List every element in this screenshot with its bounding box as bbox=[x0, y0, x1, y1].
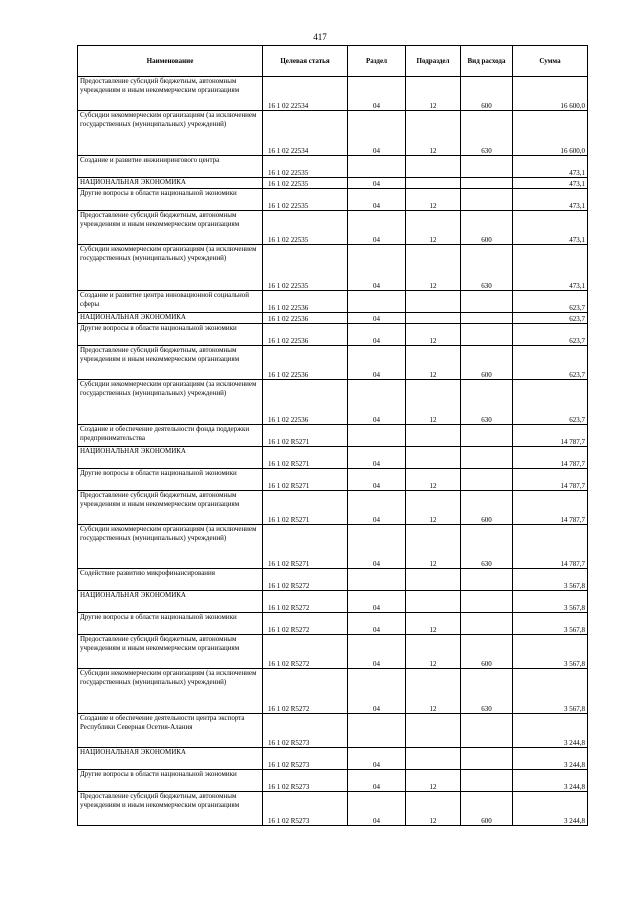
cell-expense-type bbox=[461, 770, 513, 792]
table-row bbox=[78, 324, 588, 346]
table-row bbox=[78, 569, 588, 591]
header-name: Наименование bbox=[78, 46, 263, 77]
cell-amount: 14 787,7 bbox=[513, 447, 588, 469]
cell-amount: 3 567,8 bbox=[513, 613, 588, 635]
cell-name: НАЦИОНАЛЬНАЯ ЭКОНОМИКА bbox=[78, 178, 263, 189]
cell-amount: 473,1 bbox=[513, 245, 588, 291]
cell-amount: 14 787,7 bbox=[513, 469, 588, 491]
cell-subsection bbox=[406, 447, 461, 469]
cell-section bbox=[348, 714, 406, 748]
table-header bbox=[78, 46, 588, 77]
cell-amount: 623,7 bbox=[513, 324, 588, 346]
cell-amount: 473,1 bbox=[513, 211, 588, 245]
table-row bbox=[78, 380, 588, 425]
table-row bbox=[78, 189, 588, 211]
cell-name: Предоставление субсидий бюджетным, автономным учреждениям и иным некоммерческим организациям bbox=[78, 792, 263, 826]
cell-code: 16 1 02 R5272 bbox=[263, 591, 348, 613]
cell-section: 04 bbox=[348, 313, 406, 324]
cell-subsection: 12 bbox=[406, 211, 461, 245]
cell-name: Другие вопросы в области национальной экономики bbox=[78, 189, 263, 211]
cell-amount: 473,1 bbox=[513, 178, 588, 189]
header-expense-type: Вид расхода bbox=[461, 46, 513, 77]
cell-amount: 3 244,8 bbox=[513, 748, 588, 770]
cell-amount: 3 244,8 bbox=[513, 714, 588, 748]
cell-name: Субсидии некоммерческим организациям (за исключением государственных (муниципальных) учреждений) bbox=[78, 525, 263, 569]
cell-expense-type bbox=[461, 324, 513, 346]
table-row bbox=[78, 111, 588, 156]
cell-code: 16 1 02 R5273 bbox=[263, 792, 348, 826]
table-row bbox=[78, 211, 588, 245]
table-row bbox=[78, 178, 588, 189]
cell-expense-type: 630 bbox=[461, 111, 513, 156]
cell-section: 04 bbox=[348, 525, 406, 569]
cell-section: 04 bbox=[348, 491, 406, 525]
cell-code: 16 1 02 R5272 bbox=[263, 635, 348, 669]
cell-code: 16 1 02 R5271 bbox=[263, 525, 348, 569]
table-row bbox=[78, 447, 588, 469]
cell-subsection bbox=[406, 569, 461, 591]
cell-expense-type: 600 bbox=[461, 635, 513, 669]
cell-code: 16 1 02 R5273 bbox=[263, 714, 348, 748]
cell-expense-type bbox=[461, 469, 513, 491]
cell-section bbox=[348, 425, 406, 447]
cell-section: 04 bbox=[348, 792, 406, 826]
cell-section: 04 bbox=[348, 380, 406, 425]
cell-section: 04 bbox=[348, 635, 406, 669]
cell-subsection: 12 bbox=[406, 792, 461, 826]
cell-subsection: 12 bbox=[406, 469, 461, 491]
cell-subsection: 12 bbox=[406, 324, 461, 346]
cell-subsection bbox=[406, 748, 461, 770]
cell-section: 04 bbox=[348, 613, 406, 635]
table-row bbox=[78, 346, 588, 380]
cell-section: 04 bbox=[348, 189, 406, 211]
cell-code: 16 1 02 R5271 bbox=[263, 447, 348, 469]
cell-name: Другие вопросы в области национальной экономики bbox=[78, 770, 263, 792]
cell-name: НАЦИОНАЛЬНАЯ ЭКОНОМИКА bbox=[78, 313, 263, 324]
cell-amount: 623,7 bbox=[513, 346, 588, 380]
cell-code: 16 1 02 R5271 bbox=[263, 425, 348, 447]
cell-section: 04 bbox=[348, 346, 406, 380]
cell-expense-type bbox=[461, 156, 513, 178]
table-row bbox=[78, 156, 588, 178]
cell-subsection bbox=[406, 425, 461, 447]
cell-amount: 623,7 bbox=[513, 291, 588, 313]
cell-section: 04 bbox=[348, 178, 406, 189]
cell-section: 04 bbox=[348, 447, 406, 469]
cell-amount: 14 787,7 bbox=[513, 425, 588, 447]
cell-code: 16 1 02 22536 bbox=[263, 346, 348, 380]
cell-subsection: 12 bbox=[406, 635, 461, 669]
cell-subsection: 12 bbox=[406, 346, 461, 380]
table-row bbox=[78, 425, 588, 447]
table-row bbox=[78, 748, 588, 770]
cell-amount: 473,1 bbox=[513, 156, 588, 178]
cell-code: 16 1 02 22535 bbox=[263, 178, 348, 189]
cell-expense-type: 600 bbox=[461, 77, 513, 111]
cell-subsection: 12 bbox=[406, 491, 461, 525]
table-row bbox=[78, 245, 588, 291]
cell-subsection bbox=[406, 291, 461, 313]
table-row bbox=[78, 613, 588, 635]
cell-expense-type: 630 bbox=[461, 669, 513, 714]
cell-amount: 3 244,8 bbox=[513, 770, 588, 792]
table-row bbox=[78, 669, 588, 714]
cell-subsection: 12 bbox=[406, 525, 461, 569]
cell-code: 16 1 02 22535 bbox=[263, 245, 348, 291]
cell-section: 04 bbox=[348, 469, 406, 491]
cell-section: 04 bbox=[348, 770, 406, 792]
cell-section: 04 bbox=[348, 748, 406, 770]
cell-amount: 473,1 bbox=[513, 189, 588, 211]
cell-amount: 623,7 bbox=[513, 313, 588, 324]
cell-expense-type bbox=[461, 291, 513, 313]
cell-code: 16 1 02 R5272 bbox=[263, 569, 348, 591]
cell-name: Содействие развитию микрофинансирования bbox=[78, 569, 263, 591]
cell-code: 16 1 02 R5273 bbox=[263, 770, 348, 792]
cell-code: 16 1 02 22535 bbox=[263, 211, 348, 245]
cell-name: Субсидии некоммерческим организациям (за исключением государственных (муниципальных) учреждений) bbox=[78, 669, 263, 714]
cell-name: Другие вопросы в области национальной экономики bbox=[78, 469, 263, 491]
cell-amount: 3 567,8 bbox=[513, 635, 588, 669]
cell-section bbox=[348, 156, 406, 178]
cell-code: 16 1 02 22534 bbox=[263, 77, 348, 111]
table-row bbox=[78, 635, 588, 669]
cell-section: 04 bbox=[348, 591, 406, 613]
cell-expense-type bbox=[461, 447, 513, 469]
cell-name: Создание и развитие центра инновационной социальной сферы bbox=[78, 291, 263, 313]
cell-subsection: 12 bbox=[406, 189, 461, 211]
cell-section bbox=[348, 569, 406, 591]
cell-section: 04 bbox=[348, 245, 406, 291]
cell-name: Предоставление субсидий бюджетным, автономным учреждениям и иным некоммерческим организациям bbox=[78, 77, 263, 111]
cell-subsection: 12 bbox=[406, 613, 461, 635]
cell-amount: 16 600,0 bbox=[513, 111, 588, 156]
cell-code: 16 1 02 R5271 bbox=[263, 491, 348, 525]
cell-section: 04 bbox=[348, 211, 406, 245]
header-amount: Сумма bbox=[513, 46, 588, 77]
cell-name: НАЦИОНАЛЬНАЯ ЭКОНОМИКА bbox=[78, 748, 263, 770]
table-row bbox=[78, 714, 588, 748]
cell-expense-type bbox=[461, 569, 513, 591]
cell-expense-type bbox=[461, 613, 513, 635]
cell-amount: 14 787,7 bbox=[513, 525, 588, 569]
table-row bbox=[78, 491, 588, 525]
cell-expense-type bbox=[461, 591, 513, 613]
header-section: Раздел bbox=[348, 46, 406, 77]
cell-subsection bbox=[406, 313, 461, 324]
cell-name: Предоставление субсидий бюджетным, автономным учреждениям и иным некоммерческим организациям bbox=[78, 211, 263, 245]
cell-subsection: 12 bbox=[406, 245, 461, 291]
cell-expense-type: 600 bbox=[461, 346, 513, 380]
table-row bbox=[78, 313, 588, 324]
page-number: 417 bbox=[313, 32, 327, 42]
cell-expense-type: 600 bbox=[461, 211, 513, 245]
cell-code: 16 1 02 22534 bbox=[263, 111, 348, 156]
cell-subsection: 12 bbox=[406, 669, 461, 714]
cell-subsection bbox=[406, 156, 461, 178]
cell-code: 16 1 02 22536 bbox=[263, 324, 348, 346]
cell-name: Предоставление субсидий бюджетным, автономным учреждениям и иным некоммерческим организациям bbox=[78, 491, 263, 525]
cell-expense-type bbox=[461, 748, 513, 770]
header-code: Целевая статья bbox=[263, 46, 348, 77]
cell-section bbox=[348, 291, 406, 313]
cell-subsection: 12 bbox=[406, 770, 461, 792]
cell-expense-type bbox=[461, 425, 513, 447]
cell-code: 16 1 02 22535 bbox=[263, 189, 348, 211]
cell-expense-type bbox=[461, 714, 513, 748]
cell-name: Субсидии некоммерческим организациям (за исключением государственных (муниципальных) учреждений) bbox=[78, 111, 263, 156]
cell-expense-type bbox=[461, 189, 513, 211]
table-row bbox=[78, 291, 588, 313]
table-row bbox=[78, 525, 588, 569]
cell-amount: 3 567,8 bbox=[513, 591, 588, 613]
cell-amount: 16 600,0 bbox=[513, 77, 588, 111]
table-row bbox=[78, 591, 588, 613]
cell-section: 04 bbox=[348, 324, 406, 346]
cell-name: Создание и обеспечение деятельности фонда поддержки предпринимательства bbox=[78, 425, 263, 447]
cell-name: Предоставление субсидий бюджетным, автономным учреждениям и иным некоммерческим организациям bbox=[78, 635, 263, 669]
table-row bbox=[78, 469, 588, 491]
cell-expense-type bbox=[461, 178, 513, 189]
cell-subsection: 12 bbox=[406, 111, 461, 156]
cell-expense-type: 600 bbox=[461, 792, 513, 826]
cell-section: 04 bbox=[348, 77, 406, 111]
cell-name: Предоставление субсидий бюджетным, автономным учреждениям и иным некоммерческим организациям bbox=[78, 346, 263, 380]
cell-name: Субсидии некоммерческим организациям (за исключением государственных (муниципальных) учреждений) bbox=[78, 380, 263, 425]
table-row bbox=[78, 77, 588, 111]
cell-name: Другие вопросы в области национальной экономики bbox=[78, 613, 263, 635]
cell-expense-type: 600 bbox=[461, 491, 513, 525]
cell-name: Создание и развитие инжинирингового центра bbox=[78, 156, 263, 178]
cell-code: 16 1 02 R5273 bbox=[263, 748, 348, 770]
cell-subsection bbox=[406, 591, 461, 613]
cell-code: 16 1 02 22535 bbox=[263, 156, 348, 178]
cell-code: 16 1 02 22536 bbox=[263, 380, 348, 425]
cell-name: НАЦИОНАЛЬНАЯ ЭКОНОМИКА bbox=[78, 591, 263, 613]
table-row bbox=[78, 792, 588, 826]
table-body bbox=[78, 77, 588, 826]
cell-code: 16 1 02 R5271 bbox=[263, 469, 348, 491]
cell-code: 16 1 02 22536 bbox=[263, 313, 348, 324]
cell-amount: 3 567,8 bbox=[513, 669, 588, 714]
cell-expense-type bbox=[461, 313, 513, 324]
cell-name: Другие вопросы в области национальной экономики bbox=[78, 324, 263, 346]
cell-name: Субсидии некоммерческим организациям (за исключением государственных (муниципальных) учреждений) bbox=[78, 245, 263, 291]
cell-subsection bbox=[406, 714, 461, 748]
cell-subsection: 12 bbox=[406, 77, 461, 111]
cell-subsection: 12 bbox=[406, 380, 461, 425]
cell-name: НАЦИОНАЛЬНАЯ ЭКОНОМИКА bbox=[78, 447, 263, 469]
cell-section: 04 bbox=[348, 111, 406, 156]
cell-amount: 623,7 bbox=[513, 380, 588, 425]
cell-amount: 3 244,8 bbox=[513, 792, 588, 826]
cell-name: Создание и обеспечение деятельности центра экспорта Республики Северная Осетия-Алания bbox=[78, 714, 263, 748]
cell-subsection bbox=[406, 178, 461, 189]
table-row bbox=[78, 770, 588, 792]
cell-amount: 3 567,8 bbox=[513, 569, 588, 591]
header-subsection: Подраздел bbox=[406, 46, 461, 77]
cell-expense-type: 630 bbox=[461, 380, 513, 425]
budget-table bbox=[77, 45, 588, 826]
cell-section: 04 bbox=[348, 669, 406, 714]
cell-expense-type: 630 bbox=[461, 525, 513, 569]
cell-amount: 14 787,7 bbox=[513, 491, 588, 525]
cell-code: 16 1 02 22536 bbox=[263, 291, 348, 313]
cell-code: 16 1 02 R5272 bbox=[263, 669, 348, 714]
cell-code: 16 1 02 R5272 bbox=[263, 613, 348, 635]
cell-expense-type: 630 bbox=[461, 245, 513, 291]
